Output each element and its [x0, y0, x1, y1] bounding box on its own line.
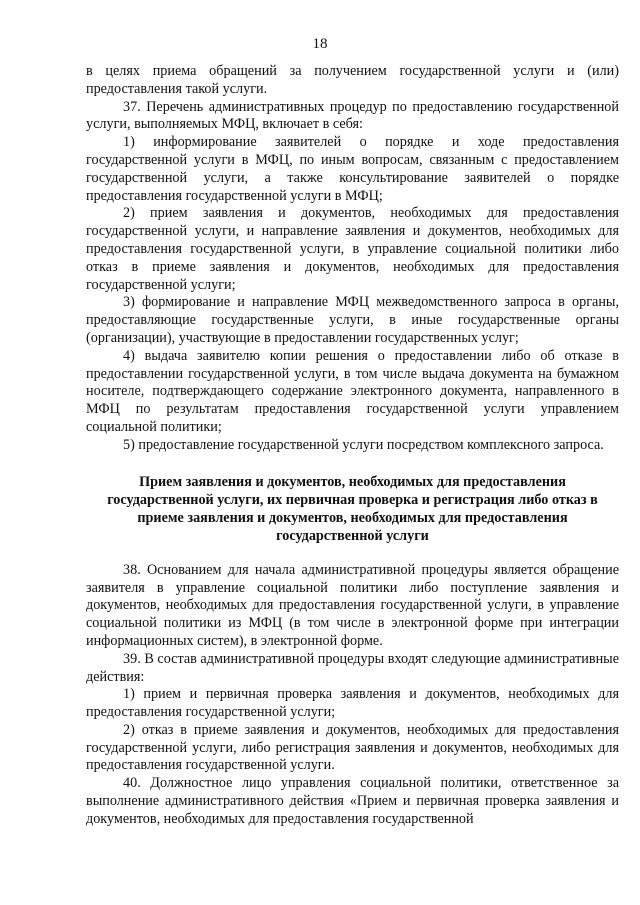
paragraph: 4) выдача заявителю копии решения о предоставлении либо об отказе в предоставлении государственной услуги, в том числе выдача документа на бумажном носителе, подтверждающего содержание электронного документа, направленного в МФЦ по результатам предоставления государственной услуги управлением социальной политики; — [86, 347, 619, 435]
section-bottom — [86, 562, 619, 829]
paragraph: 2) прием заявления и документов, необходимых для предоставления государственной услуги, и направление заявления и документов, необходимых для предоставления государственной услуги, в управление социальной политики либо отказ в приеме заявления и документов, необходимых для предоставления государственной услуги; — [86, 205, 619, 293]
paragraph: 2) отказ в приеме заявления и документов, необходимых для предоставления государственной услуги, либо регистрация заявления и документов, необходимых для предоставления государственной услуги. — [86, 721, 619, 774]
paragraph: 1) информирование заявителей о порядке и ходе предоставления государственной услуги в МФЦ, по иным вопросам, связанным с предоставлением государственной услуги, а также консультирование заявителей о порядке предоставления государственной услуги в МФЦ; — [86, 134, 619, 204]
paragraph: 39. В состав административной процедуры входят следующие административные действия: — [86, 650, 619, 685]
document-body — [86, 63, 619, 829]
paragraph: 5) предоставление государственной услуги посредством комплексного запроса. — [123, 436, 604, 453]
paragraph: 3) формирование и направление МФЦ межведомственного запроса в органы, предоставляющие государственные услуги, в иные государственные органы (организации), участвующие в предоставлении государственных услуг; — [86, 294, 619, 346]
paragraph: 38. Основанием для начала административной процедуры является обращение заявителя в управление социальной политики либо поступление заявления и документов, необходимых для предоставления государственной услуги, в управление социальной политики из МФЦ (в том числе в электронной форме при интеграции информационных систем), в электронной форме. — [86, 561, 619, 649]
paragraph: 37. Перечень административных процедур по предоставлению государственной услуги, выполняемых МФЦ, включает в себя: — [86, 98, 619, 133]
page-number: 18 — [312, 36, 328, 52]
paragraph: 40. Должностное лицо управления социальной политики, ответственное за выполнение административного действия «Прием и первичная проверка заявления и документов, необходимых для предоставления государственной — [86, 775, 619, 827]
section-heading: Прием заявления и документов, необходимых для предоставления государственной услуги, их первичная проверка и регистрация либо отказ в приеме заявления и документов, необходимых для предоставления государственной услуги — [107, 473, 598, 545]
paragraph: в целях приема обращений за получением государственной услуги и (или) предоставления такой услуги. — [86, 63, 619, 97]
section-top — [86, 63, 619, 455]
paragraph: 1) прием и первичная проверка заявления и документов, необходимых для предоставления государственной услуги; — [86, 686, 619, 721]
